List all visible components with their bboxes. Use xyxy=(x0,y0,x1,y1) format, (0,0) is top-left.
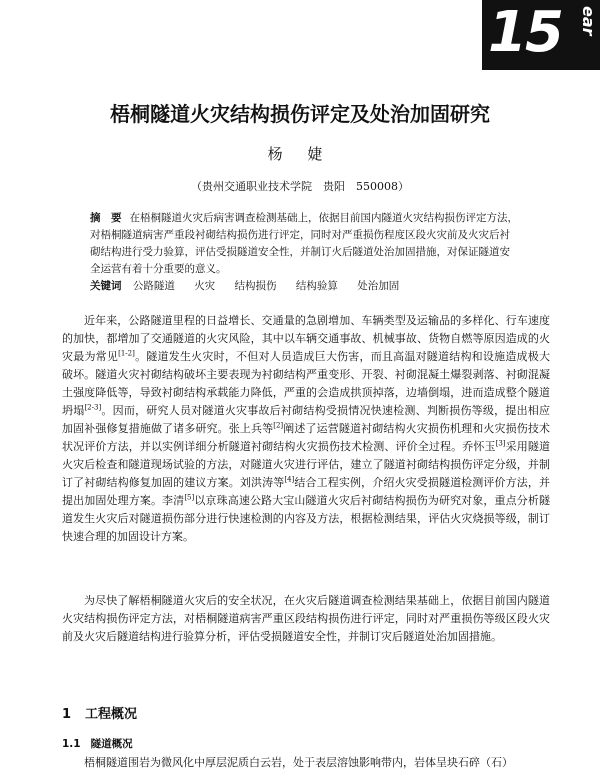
section-heading xyxy=(62,703,137,722)
subsection-number: 1.1 xyxy=(62,738,81,750)
abstract xyxy=(90,210,520,278)
paper-title: 梧桐隧道火灾结构损伤评定及处治加固研究 xyxy=(110,102,490,126)
keyword: 结构损伤 xyxy=(234,280,277,292)
abstract-text: 在梧桐隧道火灾后病害调查检测基础上，依据目前国内隧道火灾结构损伤评定方法，对梧桐隧道病害严重段衬砌结构损伤进行评定，同时对严重损伤程度区段火灾前及火灾后衬砌结构进行受力验算，评估受损隧道安全性，并制订火后隧道处治加固措施，对保证隧道安全运营有着十分重要的意义。 xyxy=(90,212,518,275)
author-name: 杨 婕 xyxy=(267,145,333,163)
text-run: 近年来，公路隧道里程的日益增长、交通量的急剧增加、车辆类型及运输品的多样化、行车速度的加快，都增加了交通隧道的火灾风险，其中以车辆交通事故、机械事故、货物自燃等原因造成的火灾最为常见 xyxy=(62,314,550,363)
citation: [1-2] xyxy=(118,349,135,358)
subsection-title: 隧道概况 xyxy=(90,738,133,750)
text-run: 。因而，研究人员对隧道火灾事故后衬砌结构受损情况快速检测、判断损伤等级，提出相应加固补强修复措施做了诸多研究。张上兵等 xyxy=(62,404,551,435)
text-run: 采用隧道火灾后检查和隧道现场试验的方法，对隧道火灾进行评估，建立了隧道衬砌结构损伤评定分级，并制订了衬砌结构修复加固的建议方案。刘洪涛等 xyxy=(62,440,551,489)
citation: [3] xyxy=(495,439,506,448)
section-number: 1 xyxy=(62,707,72,722)
badge-number: 15 xyxy=(488,0,562,65)
citation: [2] xyxy=(273,421,284,430)
text-run: 以京珠高速公路大宝山隧道火灾后衬砌结构损伤为研究对象，重点分析隧道发生火灾后对隧道损伤部分进行快速检测的内容及方法，根据检测结果，评估火灾烧损等级，制订快速合理的加固设计方案。 xyxy=(62,494,551,543)
intro-paragraph-2: 为尽快了解梧桐隧道火灾后的安全状况，在火灾后隧道调查检测结果基础上，依据目前国内隧道火灾结构损伤评定方法，对梧桐隧道病害严重区段结构损伤进行评定，同时对严重损伤等级区段火灾前及火灾后隧道结构进行验算分析，评估受损隧道安全性，并制订灾后隧道处治加固措施。 xyxy=(62,594,550,643)
keyword: 火灾 xyxy=(194,280,216,292)
volume-badge xyxy=(482,0,600,70)
subsection-heading xyxy=(62,736,133,751)
section-paragraph: 梧桐隧道围岩为微风化中厚层泥质白云岩，处于表层溶蚀影响带内，岩体呈块石碎（石） xyxy=(84,756,513,769)
citation: [5] xyxy=(184,493,195,502)
abstract-label: 摘 要 xyxy=(90,212,122,224)
section-title: 工程概况 xyxy=(85,707,138,722)
keywords xyxy=(90,278,520,295)
keyword: 处治加固 xyxy=(357,280,400,292)
text-run: 。隧道发生火灾时，不但对人员造成巨大伤害，而且高温对隧道结构和设施造成极大破坏。隧道火灾衬砌结构破坏主要表现为衬砌结构严重变形、开裂、衬砌混凝土爆裂剥落、衬砌混凝土强度降低等，导致衬砌结构承载能力降低，严重的会造成拱顶掉落，边墙倒塌，进而造成整个隧道坍塌 xyxy=(62,350,551,417)
text-run: 阐述了运营隧道衬砌结构火灾损伤机理和火灾损伤技术状况评价方法，并以实例详细分析隧道衬砌结构火灾损伤技术检测、评价全过程。乔怀玉 xyxy=(62,422,551,453)
author-affiliation: （贵州交通职业技术学院 贵阳 550008） xyxy=(191,180,409,193)
citation: [2-3] xyxy=(84,403,102,412)
text-run: 结合工程实例，介绍火灾受损隧道检测评价方法，并提出加固处理方案。李清 xyxy=(62,476,551,507)
keyword: 公路隧道 xyxy=(132,280,175,292)
keywords-label: 关键词 xyxy=(90,280,122,292)
keyword: 结构验算 xyxy=(295,280,338,292)
badge-word: ear xyxy=(579,6,598,36)
citation: [4] xyxy=(284,475,295,484)
intro-paragraph-1 xyxy=(62,312,550,546)
